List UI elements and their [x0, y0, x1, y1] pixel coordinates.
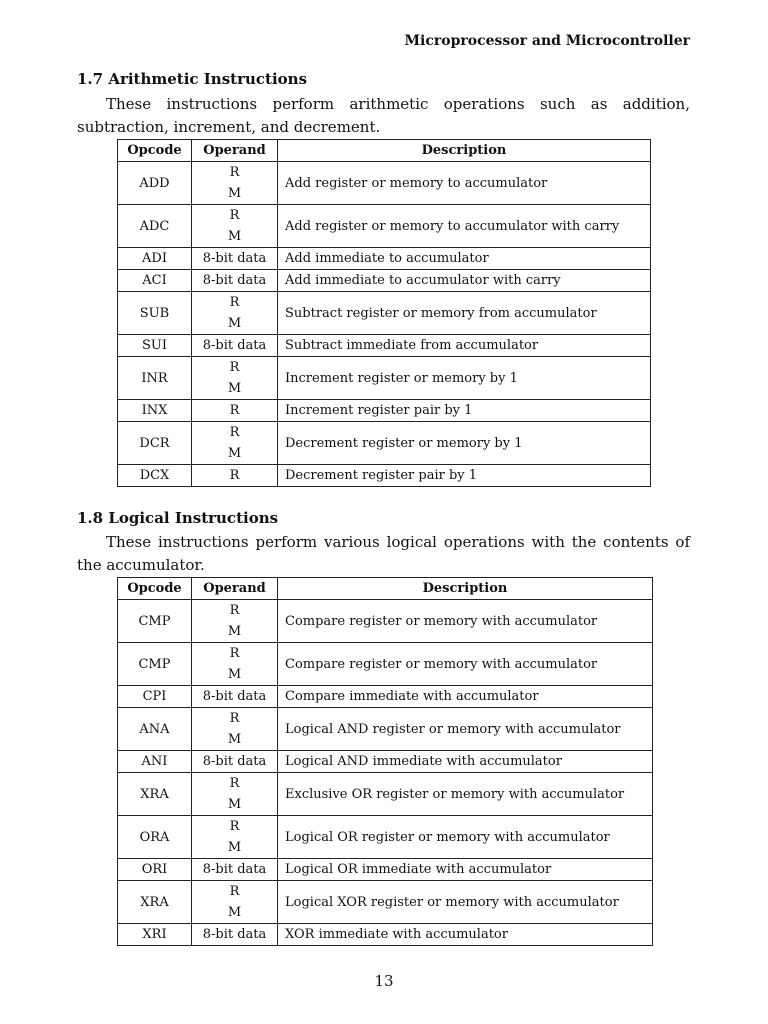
operand-cell [192, 357, 278, 400]
opcode-cell: ANA [118, 708, 192, 751]
table-row [118, 335, 651, 357]
table-row [118, 816, 653, 859]
column-header-operand: Operand [192, 140, 278, 162]
operand-cell [192, 751, 278, 773]
page-number: 13 [374, 972, 394, 990]
description-cell: Add register or memory to accumulator with carry [278, 205, 651, 248]
description-cell: Add immediate to accumulator with carry [278, 270, 651, 292]
table-row [118, 708, 653, 751]
description-cell: XOR immediate with accumulator [278, 924, 653, 946]
table-header-row [118, 578, 653, 600]
table-row [118, 773, 653, 816]
description-cell: Compare register or memory with accumulator [278, 600, 653, 643]
table-row [118, 162, 651, 205]
opcode-cell: ORI [118, 859, 192, 881]
operand-line: M [227, 381, 242, 396]
description-cell: Logical AND register or memory with accumulator [278, 708, 653, 751]
table-row [118, 205, 651, 248]
operand-line: R [229, 884, 240, 899]
section-heading-arithmetic: 1.7 Arithmetic Instructions [77, 70, 308, 88]
operand-line: R [229, 603, 240, 618]
operand-cell [192, 708, 278, 751]
operand-line: R [229, 208, 240, 223]
operand-line: M [227, 186, 242, 201]
table-row [118, 881, 653, 924]
operand-line: R [229, 646, 240, 661]
operand-cell [192, 924, 278, 946]
column-header-operand: Operand [192, 578, 278, 600]
description-cell: Logical OR register or memory with accumulator [278, 816, 653, 859]
running-header: Microprocessor and Microcontroller [404, 33, 690, 49]
opcode-cell: XRA [118, 881, 192, 924]
description-cell: Exclusive OR register or memory with accumulator [278, 773, 653, 816]
operand-line: R [229, 295, 240, 310]
operand-line: 8-bit data [202, 689, 267, 704]
description-cell: Add immediate to accumulator [278, 248, 651, 270]
opcode-cell: ADD [118, 162, 192, 205]
column-header-description: Description [278, 140, 651, 162]
operand-line: R [229, 711, 240, 726]
description-cell: Increment register pair by 1 [278, 400, 651, 422]
table-row [118, 357, 651, 400]
operand-line: M [227, 797, 242, 812]
operand-line: M [227, 667, 242, 682]
operand-cell [192, 881, 278, 924]
description-cell: Compare immediate with accumulator [278, 686, 653, 708]
operand-cell [192, 422, 278, 465]
opcode-cell: DCR [118, 422, 192, 465]
operand-line: R [229, 360, 240, 375]
operand-line: 8-bit data [202, 273, 267, 288]
table-row [118, 422, 651, 465]
operand-cell [192, 643, 278, 686]
opcode-cell: ADC [118, 205, 192, 248]
column-header-opcode: Opcode [118, 140, 192, 162]
operand-line: M [227, 229, 242, 244]
table-row [118, 465, 651, 487]
operand-line: R [229, 165, 240, 180]
logical-instructions-table [117, 577, 653, 946]
description-cell: Compare register or memory with accumulator [278, 643, 653, 686]
opcode-cell: ADI [118, 248, 192, 270]
operand-cell [192, 162, 278, 205]
operand-cell [192, 270, 278, 292]
table-row [118, 643, 653, 686]
arithmetic-intro-paragraph: These instructions perform arithmetic operations such as addition, subtraction, increment, and decrement. [77, 95, 690, 136]
operand-line: 8-bit data [202, 251, 267, 266]
operand-line: 8-bit data [202, 927, 267, 942]
arithmetic-instructions-table [117, 139, 651, 487]
opcode-cell: DCX [118, 465, 192, 487]
operand-cell [192, 400, 278, 422]
operand-line: 8-bit data [202, 862, 267, 877]
table-row [118, 600, 653, 643]
column-header-description: Description [278, 578, 653, 600]
table-row [118, 924, 653, 946]
operand-cell [192, 859, 278, 881]
opcode-cell: ANI [118, 751, 192, 773]
operand-line: R [229, 776, 240, 791]
table-row [118, 859, 653, 881]
opcode-cell: INX [118, 400, 192, 422]
operand-line: R [229, 403, 240, 418]
operand-cell [192, 600, 278, 643]
opcode-cell: CPI [118, 686, 192, 708]
description-cell: Add register or memory to accumulator [278, 162, 651, 205]
table-row [118, 270, 651, 292]
operand-line: M [227, 446, 242, 461]
operand-cell [192, 335, 278, 357]
opcode-cell: CMP [118, 643, 192, 686]
opcode-cell: ORA [118, 816, 192, 859]
description-cell: Logical XOR register or memory with accumulator [278, 881, 653, 924]
description-cell: Decrement register or memory by 1 [278, 422, 651, 465]
description-cell: Logical AND immediate with accumulator [278, 751, 653, 773]
operand-line: 8-bit data [202, 754, 267, 769]
table-row [118, 686, 653, 708]
description-cell: Subtract register or memory from accumulator [278, 292, 651, 335]
table-header-row [118, 140, 651, 162]
operand-cell [192, 205, 278, 248]
operand-line: R [229, 819, 240, 834]
logical-intro-paragraph: These instructions perform various logical operations with the contents of the accumulator. [77, 533, 690, 574]
operand-cell [192, 686, 278, 708]
operand-line: M [227, 840, 242, 855]
table-row [118, 292, 651, 335]
table-row [118, 751, 653, 773]
operand-cell [192, 816, 278, 859]
description-cell: Decrement register pair by 1 [278, 465, 651, 487]
operand-line: R [229, 425, 240, 440]
opcode-cell: XRA [118, 773, 192, 816]
operand-cell [192, 292, 278, 335]
operand-line: M [227, 624, 242, 639]
description-cell: Logical OR immediate with accumulator [278, 859, 653, 881]
opcode-cell: ACI [118, 270, 192, 292]
opcode-cell: SUB [118, 292, 192, 335]
operand-line: M [227, 316, 242, 331]
table-row [118, 248, 651, 270]
operand-line: R [229, 468, 240, 483]
section-heading-logical: 1.8 Logical Instructions [77, 509, 279, 527]
operand-cell [192, 248, 278, 270]
table-row [118, 400, 651, 422]
opcode-cell: INR [118, 357, 192, 400]
opcode-cell: SUI [118, 335, 192, 357]
column-header-opcode: Opcode [118, 578, 192, 600]
operand-line: 8-bit data [202, 338, 267, 353]
opcode-cell: CMP [118, 600, 192, 643]
opcode-cell: XRI [118, 924, 192, 946]
operand-cell [192, 465, 278, 487]
operand-cell [192, 773, 278, 816]
description-cell: Subtract immediate from accumulator [278, 335, 651, 357]
operand-line: M [227, 905, 242, 920]
operand-line: M [227, 732, 242, 747]
description-cell: Increment register or memory by 1 [278, 357, 651, 400]
